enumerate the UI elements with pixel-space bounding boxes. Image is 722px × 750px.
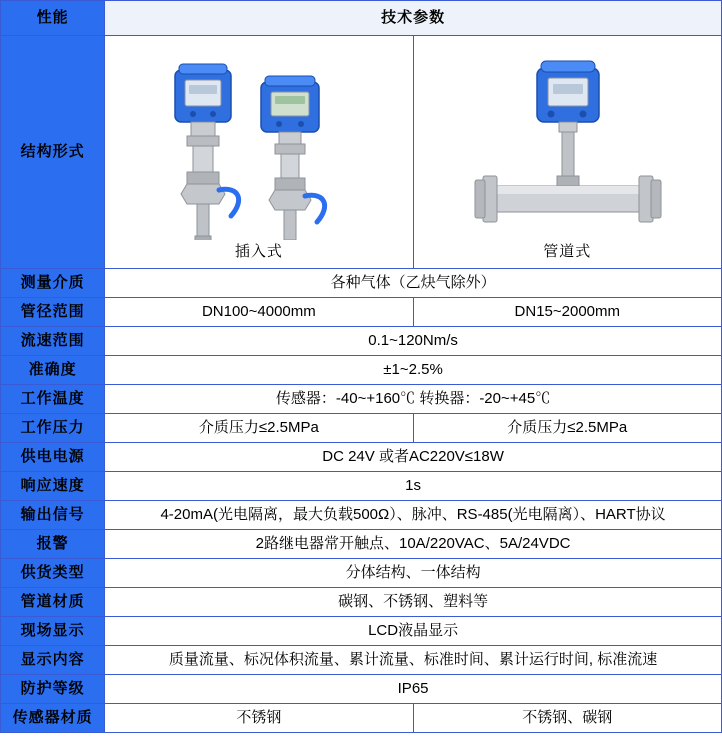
- row-value-diameter-insert: DN100~4000mm: [105, 298, 413, 327]
- row-label-temperature: 工作温度: [1, 385, 105, 414]
- row-value-medium: 各种气体（乙炔气除外）: [105, 269, 722, 298]
- table-row: [1, 443, 722, 472]
- table-row: [1, 327, 722, 356]
- row-value-local-display: LCD液晶显示: [105, 617, 722, 646]
- row-value-response: 1s: [105, 472, 722, 501]
- table-row: [1, 298, 722, 327]
- row-label-supply-type: 供货类型: [1, 559, 105, 588]
- structure-row: [1, 36, 722, 269]
- table-row: [1, 385, 722, 414]
- table-row: [1, 704, 722, 733]
- pipe-type-cell: [413, 36, 721, 269]
- row-value-temperature: 传感器：-40~+160℃ 转换器：-20~+45℃: [105, 385, 722, 414]
- row-label-protection: 防护等级: [1, 675, 105, 704]
- table-row: [1, 675, 722, 704]
- row-label-pipe-material: 管道材质: [1, 588, 105, 617]
- table-row: [1, 559, 722, 588]
- pipe-type-caption: 管道式: [543, 243, 592, 260]
- row-label-power: 供电电源: [1, 443, 105, 472]
- insertion-type-flowmeter-icon: [109, 40, 409, 240]
- row-value-diameter-pipe: DN15~2000mm: [413, 298, 721, 327]
- row-label-structure: 结构形式: [1, 36, 105, 269]
- pipe-type-image-area: [414, 36, 721, 268]
- insert-type-caption: 插入式: [234, 243, 283, 260]
- row-value-output: 4-20mA(光电隔离，最大负载500Ω）、脉冲、RS-485(光电隔离）、HART协议: [105, 501, 722, 530]
- pipeline-type-flowmeter-icon: [417, 40, 717, 240]
- row-value-protection: IP65: [105, 675, 722, 704]
- row-label-output: 输出信号: [1, 501, 105, 530]
- row-value-pressure-insert: 介质压力≤2.5MPa: [105, 414, 413, 443]
- row-label-diameter: 管径范围: [1, 298, 105, 327]
- row-value-velocity: 0.1~120Nm/s: [105, 327, 722, 356]
- table-row: [1, 269, 722, 298]
- insert-type-image-area: [105, 36, 412, 268]
- row-value-sensor-material-insert: 不锈钢: [105, 704, 413, 733]
- table-row: [1, 530, 722, 559]
- row-value-alarm: 2路继电器常开触点、10A/220VAC、5A/24VDC: [105, 530, 722, 559]
- table-row: [1, 588, 722, 617]
- table-row: [1, 472, 722, 501]
- row-label-alarm: 报警: [1, 530, 105, 559]
- row-label-pressure: 工作压力: [1, 414, 105, 443]
- row-value-pressure-pipe: 介质压力≤2.5MPa: [413, 414, 721, 443]
- row-value-supply-type: 分体结构、一体结构: [105, 559, 722, 588]
- row-label-display-content: 显示内容: [1, 646, 105, 675]
- row-value-accuracy: ±1~2.5%: [105, 356, 722, 385]
- row-value-sensor-material-pipe: 不锈钢、碳钢: [413, 704, 721, 733]
- table-row: [1, 356, 722, 385]
- row-label-response: 响应速度: [1, 472, 105, 501]
- table-row: [1, 617, 722, 646]
- row-value-display-content: 质量流量、标况体积流量、累计流量、标准时间、累计运行时间, 标准流速: [105, 646, 722, 675]
- header-title: 技术参数: [105, 1, 722, 36]
- row-label-accuracy: 准确度: [1, 356, 105, 385]
- row-label-velocity: 流速范围: [1, 327, 105, 356]
- row-label-local-display: 现场显示: [1, 617, 105, 646]
- row-value-power: DC 24V 或者AC220V≤18W: [105, 443, 722, 472]
- insert-type-cell: [105, 36, 413, 269]
- table-row: [1, 501, 722, 530]
- row-label-medium: 测量介质: [1, 269, 105, 298]
- table-row: [1, 646, 722, 675]
- header-left-label: 性能: [1, 1, 105, 36]
- table-header-row: [1, 1, 722, 36]
- row-value-pipe-material: 碳钢、不锈钢、塑料等: [105, 588, 722, 617]
- row-label-sensor-material: 传感器材质: [1, 704, 105, 733]
- table-row: [1, 414, 722, 443]
